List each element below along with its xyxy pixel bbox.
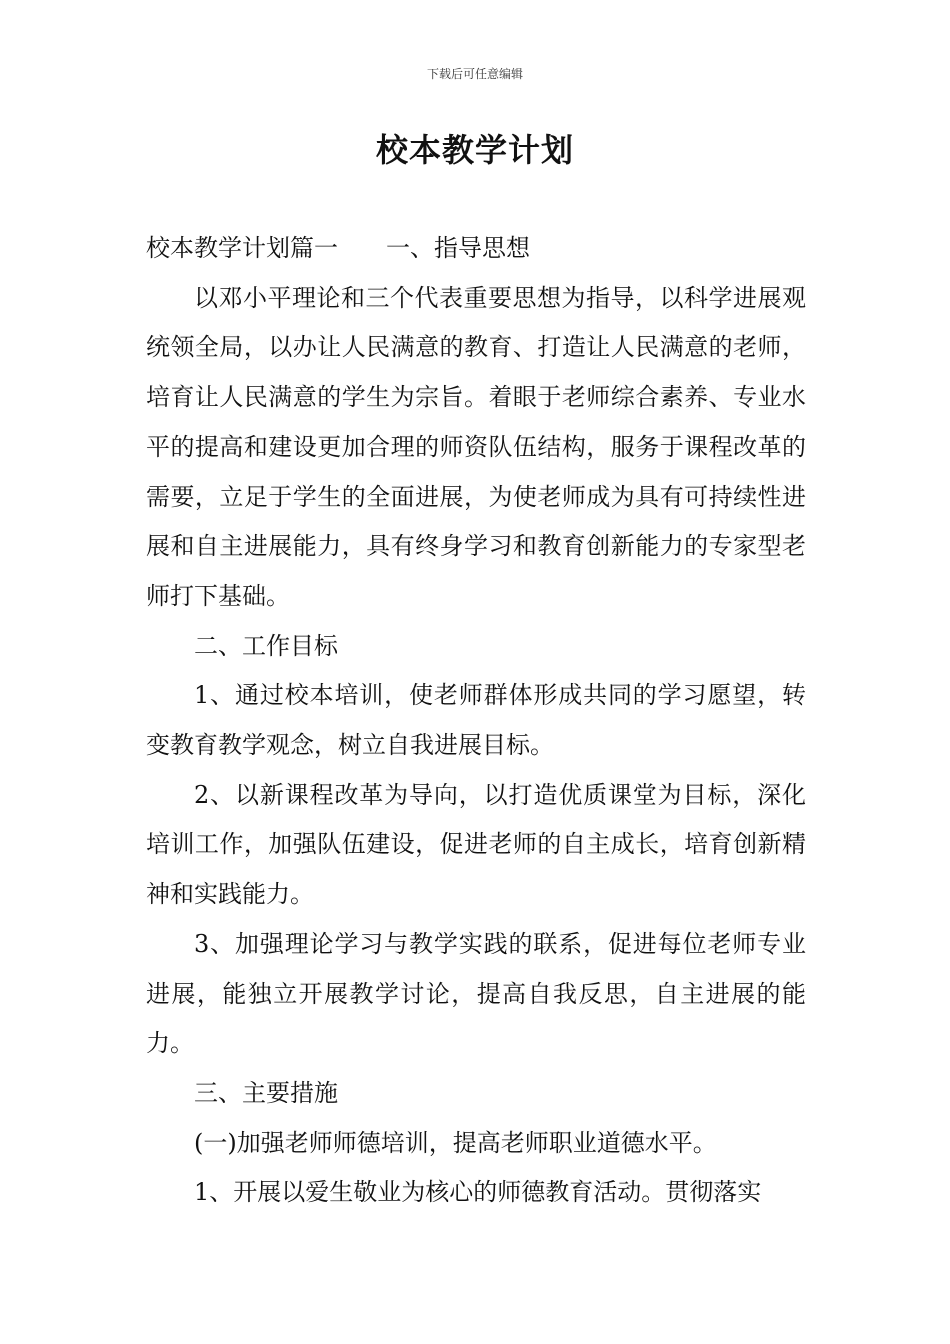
section-heading-2: 二、工作目标 bbox=[194, 631, 338, 660]
measure-heading-1: (一)加强老师师德培训，提高老师职业道德水平。 bbox=[194, 1128, 717, 1157]
goal-item-1: 1、通过校本培训，使老师群体形成共同的学习愿望，转变教育教学观念，树立自我进展目标。 bbox=[146, 681, 806, 760]
intro-label: 校本教学计划篇一 bbox=[146, 234, 338, 262]
intro-line bbox=[146, 224, 806, 274]
document-body bbox=[146, 224, 806, 1218]
measure-item-1: 1、开展以爱生敬业为核心的师德教育活动。贯彻落实 bbox=[194, 1178, 762, 1207]
paragraph-guiding-thought: 以邓小平理论和三个代表重要思想为指导，以科学进展观统领全局，以办让人民满意的教育、打造让人民满意的老师，培育让人民满意的学生为宗旨。着眼于老师综合素养、专业水平的提高和建设更加合理的师资队伍结构，服务于课程改革的需要，立足于学生的全面进展，为使老师成为具有可持续性进展和自主进展能力，具有终身学习和教育创新能力的专家型老师打下基础。 bbox=[146, 283, 806, 610]
section-heading-1: 一、指导思想 bbox=[386, 234, 530, 262]
goal-item-3: 3、加强理论学习与教学实践的联系，促进每位老师专业进展，能独立开展教学讨论，提高自我反思，自主进展的能力。 bbox=[146, 929, 806, 1058]
document-title: 校本教学计划 bbox=[375, 131, 574, 169]
goal-item-2: 2、以新课程改革为导向，以打造优质课堂为目标，深化培训工作，加强队伍建设，促进老师的自主成长，培育创新精神和实践能力。 bbox=[146, 780, 806, 909]
section-heading-3: 三、主要措施 bbox=[194, 1078, 338, 1107]
page-header-note: 下载后可任意编辑 bbox=[426, 67, 523, 81]
